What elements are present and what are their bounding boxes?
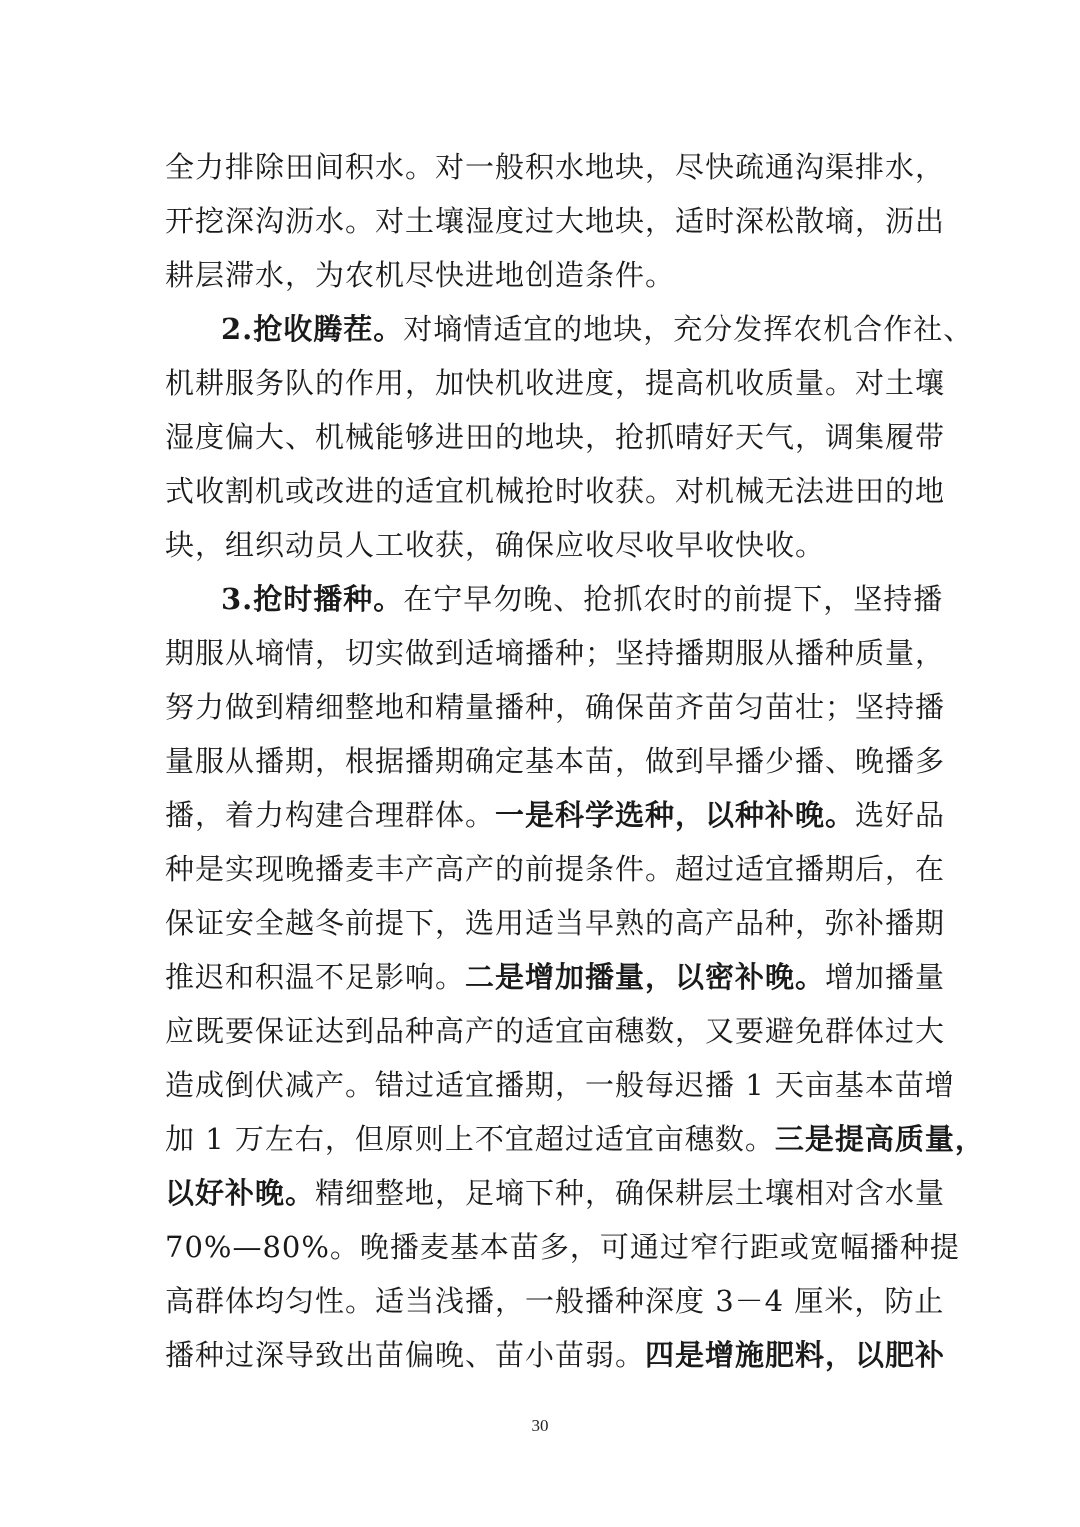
- text-run: 对墒情适宜的地块，充分发挥农机合作社、: [403, 312, 974, 346]
- body-text: [165, 140, 985, 1382]
- text-run: 努力做到精细整地和精量播种，确保苗齐苗匀苗壮；坚持播: [165, 690, 946, 724]
- text-run: 机耕服务队的作用，加快机收进度，提高机收质量。对土壤: [165, 366, 946, 400]
- text-run: 开挖深沟沥水。对土壤湿度过大地块，适时深松散墒，沥出: [165, 204, 946, 238]
- text-line: [165, 572, 944, 626]
- text-line: [165, 356, 946, 410]
- text-run: 块，组织动员人工收获，确保应收尽收早收快收。: [165, 528, 826, 562]
- text-run: 造成倒伏减产。错过适宜播期，一般每迟播 1 天亩基本苗增: [165, 1068, 955, 1102]
- text-line: [165, 1274, 945, 1328]
- bold-phrase: 一是科学选种，以种补晚。: [495, 798, 856, 832]
- text-line: [165, 464, 946, 518]
- text-line: [165, 626, 946, 680]
- text-run: 在宁早勿晚、抢抓农时的前提下，坚持播: [403, 582, 944, 616]
- text-line: [165, 1112, 985, 1166]
- text-run: 选好品: [855, 798, 946, 832]
- text-line: [165, 680, 946, 734]
- text-run: 高群体均匀性。适当浅播，一般播种深度 3－4 厘米，防止: [165, 1284, 945, 1318]
- text-run: 种是实现晚播麦丰产高产的前提条件。超过适宜播期后，在: [165, 852, 946, 886]
- text-run: 全力排除田间积水。对一般积水地块，尽快疏通沟渠排水，: [165, 150, 946, 184]
- text-run: 精细整地，足墒下种，确保耕层土壤相对含水量: [315, 1176, 946, 1210]
- text-run: 70%—80%。晚播麦基本苗多，可通过窄行距或宽幅播种提: [165, 1230, 960, 1264]
- text-run: 加 1 万左右，但原则上不宜超过适宜亩穗数。: [165, 1122, 775, 1156]
- bold-phrase: 2.抢收腾茬。: [221, 312, 404, 346]
- text-line: [165, 1166, 946, 1220]
- text-run: 期服从墒情，切实做到适墒播种；坚持播期服从播种质量，: [165, 636, 946, 670]
- text-run: 保证安全越冬前提下，选用适当早熟的高产品种，弥补播期: [165, 906, 946, 940]
- bold-phrase: 三是提高质量，: [774, 1122, 985, 1156]
- text-run: 式收割机或改进的适宜机械抢时收获。对机械无法进田的地: [165, 474, 946, 508]
- text-line: [165, 950, 946, 1004]
- text-line: [165, 194, 946, 248]
- text-line: [165, 1220, 960, 1274]
- bold-phrase: 二是增加播量，以密补晚。: [465, 960, 826, 994]
- text-run: 增加播量: [825, 960, 946, 994]
- text-line: [165, 896, 946, 950]
- text-run: 推迟和积温不足影响。: [165, 960, 466, 994]
- text-run: 播，着力构建合理群体。: [165, 798, 496, 832]
- text-line: [165, 302, 974, 356]
- text-run: 耕层滞水，为农机尽快进地创造条件。: [165, 258, 676, 292]
- text-line: [165, 842, 946, 896]
- text-line: [165, 788, 946, 842]
- bold-phrase: 3.抢时播种。: [221, 582, 404, 616]
- text-line: [165, 410, 946, 464]
- text-line: [165, 248, 917, 302]
- text-run: 湿度偏大、机械能够进田的地块，抢抓晴好天气，调集履带: [165, 420, 946, 454]
- text-run: 量服从播期，根据播期确定基本苗，做到早播少播、晚播多: [165, 744, 946, 778]
- text-run: 播种过深导致出苗偏晚、苗小苗弱。: [165, 1338, 646, 1372]
- text-line: [165, 518, 917, 572]
- bold-phrase: 以好补晚。: [165, 1176, 316, 1210]
- text-line: [165, 140, 946, 194]
- page-number: 30: [531, 1416, 549, 1435]
- text-line: [165, 734, 946, 788]
- text-line: [165, 1004, 946, 1058]
- text-run: 应既要保证达到品种高产的适宜亩穗数，又要避免群体过大: [165, 1014, 946, 1048]
- text-line: [165, 1058, 955, 1112]
- bold-phrase: 四是增施肥料，以肥补: [645, 1338, 946, 1372]
- text-line: [165, 1328, 946, 1382]
